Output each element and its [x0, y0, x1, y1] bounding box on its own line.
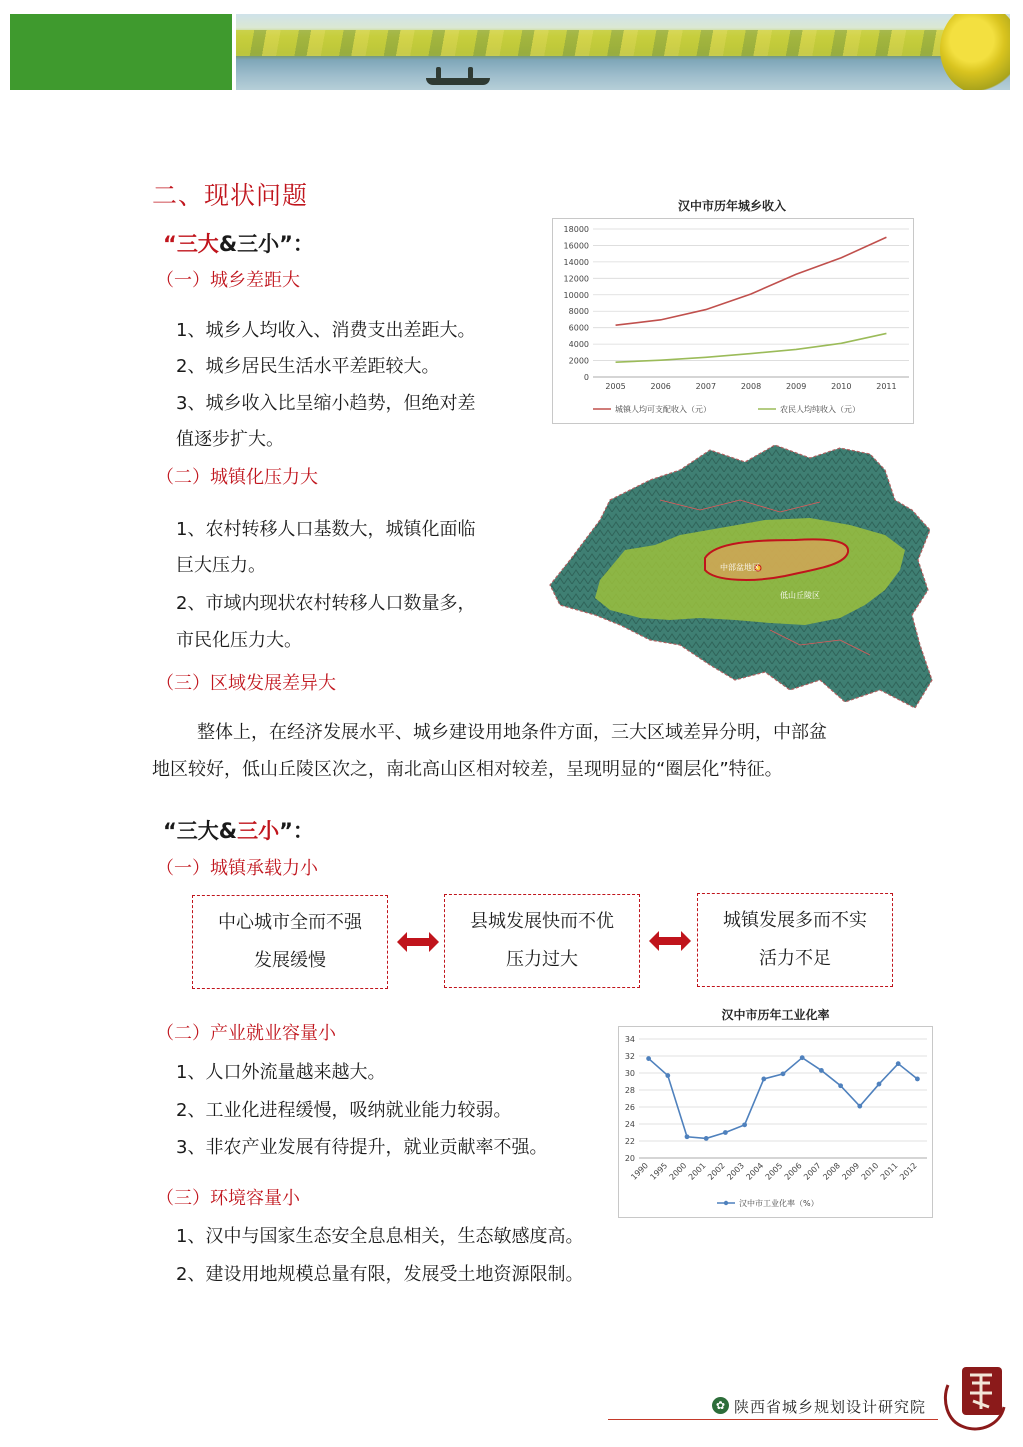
footer-line	[608, 1419, 938, 1420]
text-line: 1、人口外流量越来越大。	[176, 1062, 386, 1083]
text-line: 市民化压力大。	[176, 630, 302, 651]
data-point	[857, 1104, 862, 1109]
x-tick-label: 2003	[725, 1161, 747, 1182]
data-point	[838, 1083, 843, 1088]
flower-decoration	[940, 14, 1010, 90]
chart-income	[553, 219, 913, 423]
data-point	[723, 1130, 728, 1135]
text-line: 2、建设用地规模总量有限，发展受土地资源限制。	[176, 1264, 584, 1285]
text-line: 2、工业化进程缓慢，吸纳就业能力较弱。	[176, 1100, 512, 1121]
text-line: 2、城乡居民生活水平差距较大。	[176, 356, 440, 377]
y-tick-label: 10000	[563, 290, 589, 300]
legend-label: 城镇人均可支配收入（元）	[615, 405, 711, 414]
double-arrow-icon	[397, 930, 439, 954]
header-banner	[10, 14, 1010, 90]
institute-logo-icon: ✿	[712, 1397, 729, 1414]
x-tick-label: 2011	[876, 382, 897, 391]
y-tick-label: 20	[624, 1154, 635, 1163]
x-tick-label: 2006	[650, 382, 671, 391]
x-tick-label: 1995	[648, 1161, 670, 1182]
series-line	[616, 237, 887, 325]
x-tick-label: 2009	[840, 1161, 862, 1182]
footer-org: 陕西省城乡规划设计研究院	[734, 1398, 927, 1416]
three-small-heading: “三大&三小”：	[163, 819, 314, 843]
x-tick-label: 2005	[605, 382, 626, 391]
data-point	[819, 1068, 824, 1073]
data-point	[685, 1134, 690, 1139]
text-line: 1、城乡人均收入、消费支出差距大。	[176, 320, 476, 341]
data-point	[781, 1071, 786, 1076]
data-point	[742, 1122, 747, 1127]
x-tick-label: 2000	[667, 1161, 689, 1182]
box-line: 发展缓慢	[254, 950, 326, 971]
series-line	[649, 1058, 918, 1139]
x-tick-label: 2006	[782, 1161, 804, 1182]
paragraph-line: 整体上，在经济发展水平、城乡建设用地条件方面，三大区域差异分明，中部盆	[197, 722, 827, 743]
item-title-regional-difference: （三）区域发展差异大	[156, 673, 336, 694]
y-tick-label: 16000	[563, 241, 589, 251]
text-line: 3、城乡收入比呈缩小趋势，但绝对差	[176, 393, 476, 414]
data-point	[800, 1055, 805, 1060]
y-tick-label: 24	[624, 1120, 635, 1129]
chart-title-income: 汉中市历年城乡收入	[677, 199, 786, 213]
x-tick-label: 2007	[802, 1161, 823, 1182]
box-line: 城镇发展多而不实	[723, 910, 867, 931]
hanzhong-region-map	[540, 440, 936, 715]
chart-title-industrialization: 汉中市历年工业化率	[721, 1008, 830, 1022]
x-tick-label: 2009	[785, 382, 807, 391]
y-tick-label: 14000	[563, 257, 589, 267]
y-tick-label: 22	[624, 1137, 635, 1146]
y-tick-label: 26	[624, 1103, 635, 1112]
data-point	[915, 1077, 920, 1082]
box-central-city	[192, 895, 388, 989]
text-line: 3、非农产业发展有待提升，就业贡献率不强。	[176, 1137, 548, 1158]
box-line: 中心城市全而不强	[218, 912, 362, 933]
data-point	[896, 1061, 901, 1066]
x-tick-label: 2011	[878, 1161, 900, 1182]
box-line: 县城发展快而不优	[470, 911, 614, 932]
chart-income-frame	[552, 218, 914, 424]
y-tick-label: 4000	[568, 340, 589, 350]
box-county-town	[444, 894, 640, 988]
three-big-heading: “三大&三小”：	[163, 232, 314, 256]
box-line: 压力过大	[506, 949, 578, 970]
box-line: 活力不足	[759, 948, 831, 969]
legend-label: 农民人均纯收入（元）	[780, 405, 860, 414]
text-line: 1、农村转移人口基数大，城镇化面临	[176, 519, 476, 540]
double-arrow-icon	[649, 929, 691, 953]
legend-marker	[724, 1201, 728, 1205]
data-point	[646, 1056, 651, 1061]
text-line: 巨大压力。	[176, 555, 266, 576]
text-line: 1、汉中与国家生态安全息息相关，生态敏感度高。	[176, 1226, 584, 1247]
map-label-core: 中部盆地区	[720, 563, 760, 572]
item-title-urban-rural-gap: （一）城乡差距大	[156, 270, 300, 291]
y-tick-label: 8000	[568, 307, 589, 317]
x-tick-label: 2005	[763, 1161, 785, 1182]
x-tick-label: 2010	[831, 382, 852, 391]
x-tick-label: 2007	[695, 382, 717, 391]
data-point	[665, 1073, 670, 1078]
y-tick-label: 32	[624, 1052, 635, 1061]
x-tick-label: 2002	[706, 1161, 727, 1182]
box-towns	[697, 893, 893, 987]
chart-industrialization-frame	[618, 1026, 933, 1218]
paragraph-line: 地区较好，低山丘陵区次之，南北高山区相对较差，呈现明显的“圈层化”特征。	[152, 759, 783, 780]
x-tick-label: 2008	[821, 1161, 843, 1182]
rapeseed-field	[236, 30, 1010, 56]
map-label-hills: 低山丘陵区	[780, 591, 820, 600]
item-title-city-capacity: （一）城镇承载力小	[156, 858, 318, 879]
y-tick-label: 28	[624, 1086, 635, 1095]
boat	[426, 78, 490, 85]
data-point	[877, 1082, 882, 1087]
y-tick-label: 18000	[563, 225, 589, 234]
x-tick-label: 2004	[744, 1161, 766, 1182]
banner-green-block	[10, 14, 232, 90]
data-point	[704, 1136, 709, 1141]
x-tick-label: 2010	[859, 1161, 881, 1182]
x-tick-label: 2001	[686, 1161, 708, 1182]
y-tick-label: 2000	[568, 356, 589, 366]
item-title-environment: （三）环境容量小	[156, 1188, 300, 1209]
x-tick-label: 1990	[629, 1161, 651, 1182]
x-tick-label: 2008	[740, 382, 762, 391]
legend-label: 汉中市工业化率（%）	[739, 1199, 819, 1208]
banner-photo	[236, 14, 1010, 90]
text-line: 2、市域内现状农村转移人口数量多，	[176, 593, 476, 614]
x-tick-label: 2012	[898, 1161, 919, 1182]
section-title: 二、现状问题	[152, 181, 309, 210]
y-tick-label: 12000	[563, 274, 589, 284]
text-line: 值逐步扩大。	[176, 429, 284, 450]
chart-industrialization	[619, 1027, 932, 1217]
item-title-employment: （二）产业就业容量小	[156, 1023, 336, 1044]
series-line	[616, 333, 887, 362]
hanzhong-seal	[940, 1363, 1010, 1433]
y-tick-label: 30	[624, 1069, 635, 1078]
item-title-urbanization-pressure: （二）城镇化压力大	[156, 467, 318, 488]
y-tick-label: 0	[583, 373, 589, 382]
y-tick-label: 6000	[568, 323, 589, 333]
data-point	[761, 1077, 766, 1082]
y-tick-label: 34	[624, 1035, 635, 1044]
